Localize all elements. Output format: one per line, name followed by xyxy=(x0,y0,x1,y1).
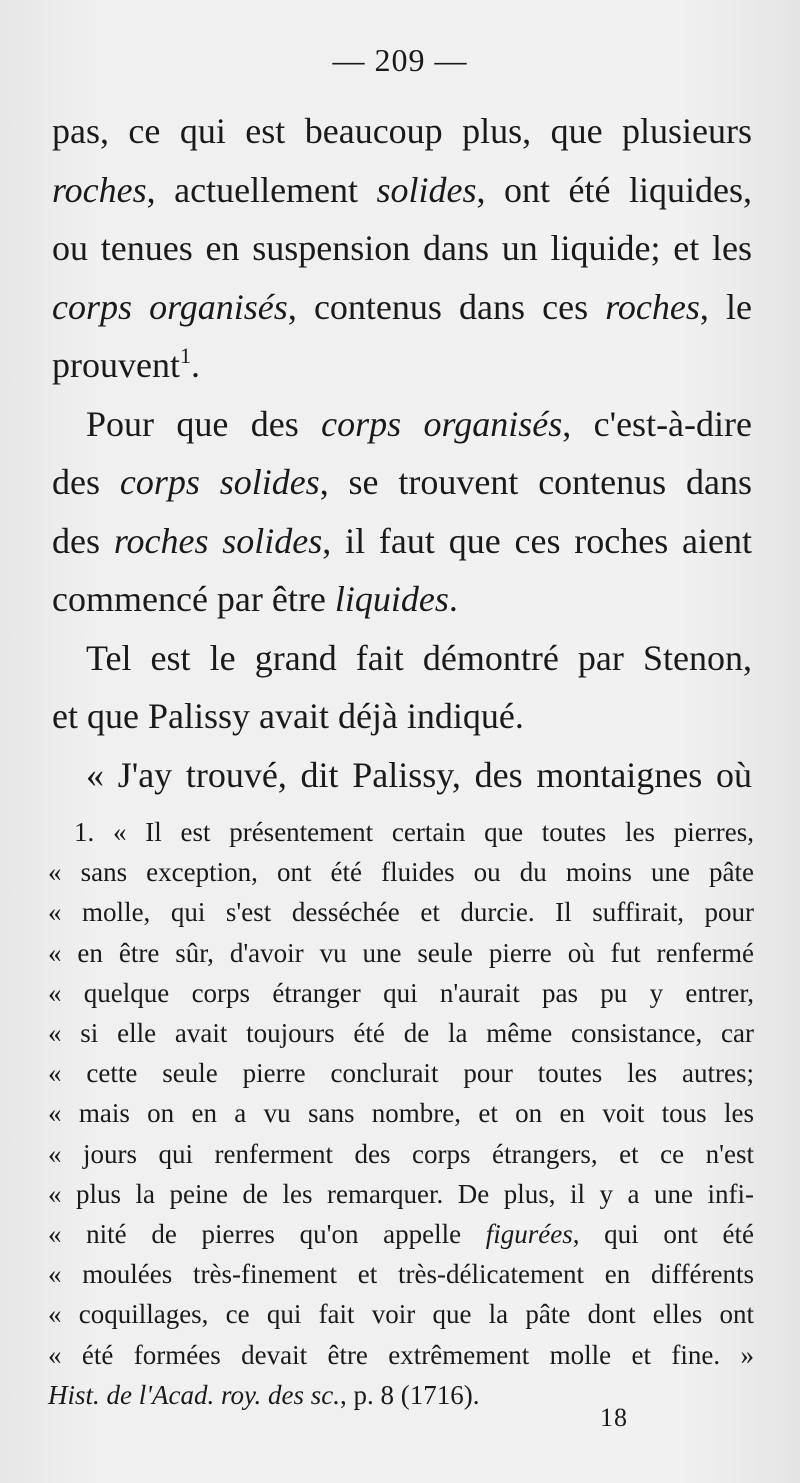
footnote-line: « moulées très-finement et très-délicatement en différents xyxy=(48,1259,754,1290)
text-line: Pour que des corps organisés, c'est-à-dire xyxy=(86,403,752,444)
paragraph-2 xyxy=(52,395,752,629)
text-line: « J'ay trouvé, dit Palissy, des montaignes où xyxy=(86,754,752,795)
text-line: et que Palissy avait déjà indiqué. xyxy=(52,696,524,736)
text-line: roches, actuellement solides, ont été liquides, xyxy=(52,169,752,210)
footnote-line: « cette seule pierre conclurait pour toutes les autres; xyxy=(48,1058,754,1089)
main-text xyxy=(52,102,752,804)
footnote-line: 1. « Il est présentement certain que toutes les pierres, xyxy=(74,817,754,847)
footnote-line: « été formées devait être extrêmement molle et fine. » xyxy=(48,1339,754,1370)
footnote-line: « nité de pierres qu'on appelle figurées, qui ont été xyxy=(48,1219,754,1250)
footnote-line: « sans exception, ont été fluides ou du moins une pâte xyxy=(48,857,754,888)
paragraph-3 xyxy=(52,629,752,746)
text-line: des roches solides, il faut que ces roches aient xyxy=(52,520,752,561)
footnote-line: « coquillages, ce qui fait voir que la pâte dont elles ont xyxy=(48,1299,754,1330)
text-line: pas, ce qui est beaucoup plus, que plusieurs xyxy=(52,111,752,151)
footnote-line: « molle, qui s'est desséchée et durcie. Il suffirait, pour xyxy=(48,897,754,928)
footnote-line: « plus la peine de les remarquer. De plus, il y a une infi- xyxy=(48,1178,754,1209)
paragraph-4 xyxy=(52,746,752,805)
footnote-line: « mais on en a vu sans nombre, et on en voit tous les xyxy=(48,1098,754,1129)
footnote-line: « jours qui renferment des corps étrangers, et ce n'est xyxy=(48,1138,754,1169)
footnote-citation: Hist. de l'Acad. roy. des sc., p. 8 (1716). xyxy=(48,1379,480,1410)
signature-mark: 18 xyxy=(600,1403,628,1432)
text-line: prouvent$^1$. xyxy=(52,343,200,385)
text-line: corps organisés, contenus dans ces roches, le xyxy=(52,286,752,327)
text-line: commencé par être liquides. xyxy=(52,579,458,619)
paragraph-1 xyxy=(52,102,752,395)
footnote-line: « si elle avait toujours été de la même consistance, car xyxy=(48,1018,754,1049)
footnote-line: « quelque corps étranger qui n'aurait pas pu y entrer, xyxy=(48,977,754,1008)
footnote xyxy=(48,812,754,1415)
footnote-marker: 1 xyxy=(179,343,191,368)
text-line: des corps solides, se trouvent contenus dans xyxy=(52,462,753,502)
text-line: Tel est le grand fait démontré par Stenon, xyxy=(86,637,752,678)
text-line: ou tenues en suspension dans un liquide; et les xyxy=(52,228,752,268)
footnote-line: « en être sûr, d'avoir vu une seule pierre où fut renfermé xyxy=(48,937,754,968)
page-number: — 209 — xyxy=(332,42,468,78)
